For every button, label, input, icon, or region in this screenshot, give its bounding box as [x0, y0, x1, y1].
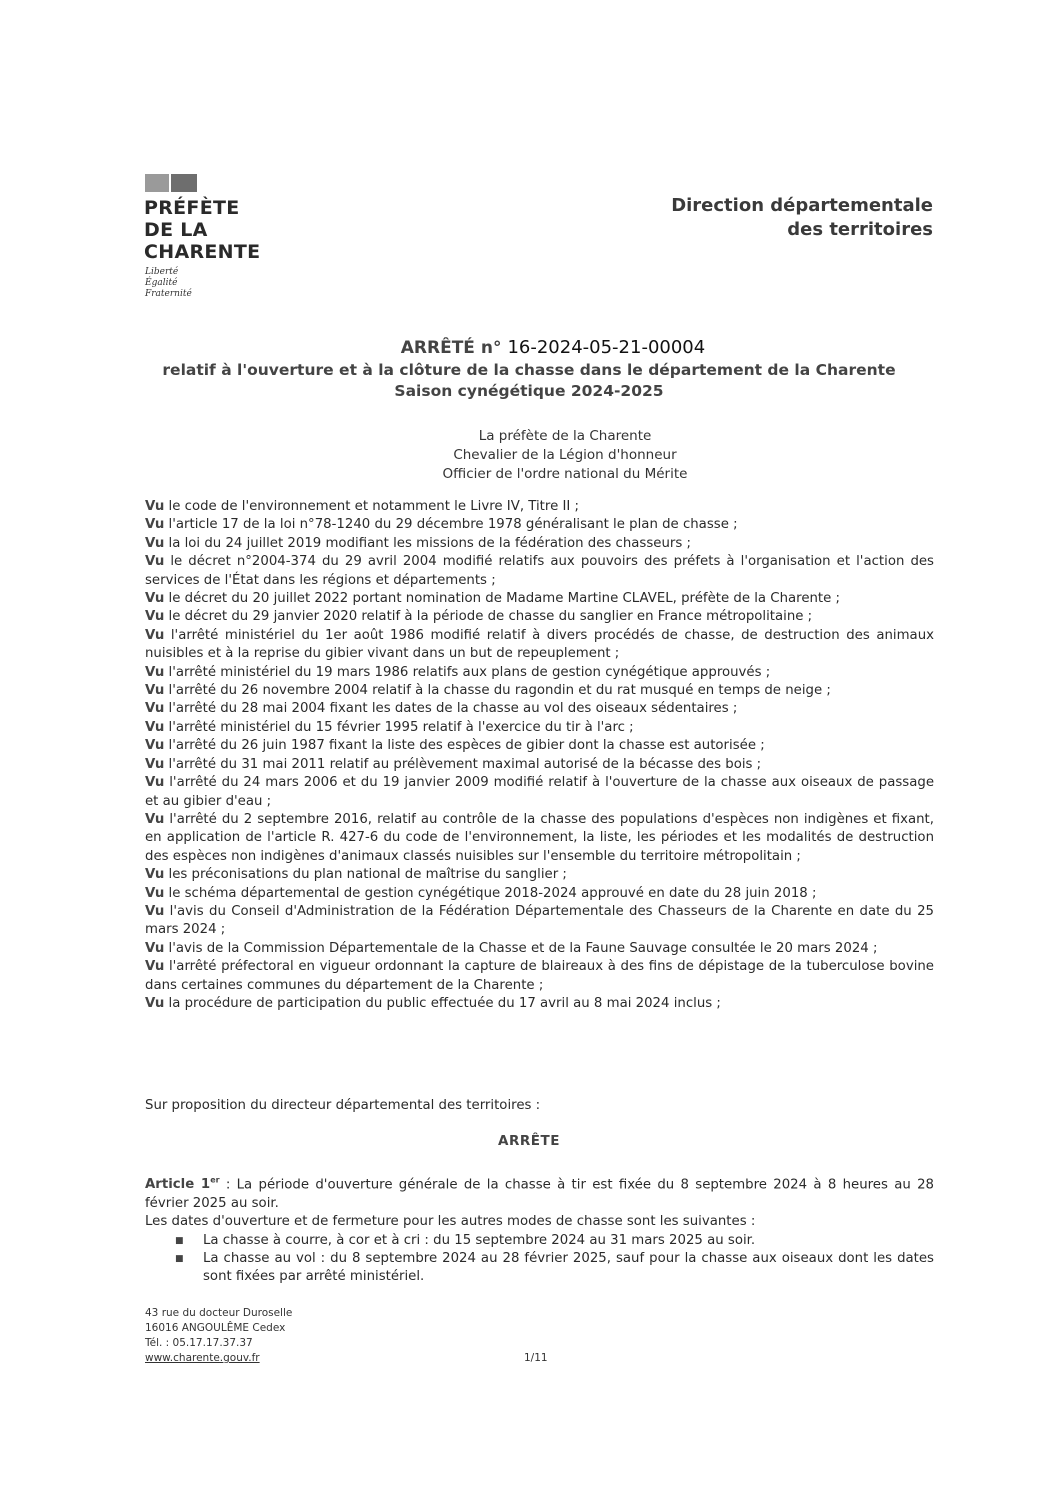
- vu-label: Vu: [145, 683, 165, 699]
- visa-item: Vu les préconisations du plan national de maîtrise du sanglier ;: [145, 867, 567, 883]
- visa-item: Vu l'arrêté du 26 novembre 2004 relatif à la chasse du ragondin et du rat musqué en temps de neige ;: [145, 683, 831, 699]
- signing-authority: [0, 427, 1058, 484]
- vu-label: Vu: [145, 775, 165, 791]
- list-item: ■ La chasse au vol : du 8 septembre 2024 au 28 février 2025, sauf pour la chasse aux oiseaux dont les dates sont fixées par arrêté ministériel.: [175, 1251, 934, 1285]
- vu-label: Vu: [145, 517, 165, 533]
- article-text: : La période d'ouverture générale de la chasse à tir est fixée du 8 septembre 2024 à 8 heures au 28 février 2025 au soir.: [145, 1177, 935, 1211]
- visa-item: Vu l'arrêté ministériel du 19 mars 1986 relatifs aux plans de gestion cynégétique approuvés ;: [145, 664, 771, 680]
- visa-item: Vu l'arrêté préfectoral en vigueur ordonnant la capture de blaireaux à des fins de dépistage de la tuberculose bovine dans certaines communes du département de la Charente ;: [145, 959, 934, 993]
- visa-item: Vu l'arrêté ministériel du 1er août 1986 modifié relatif à divers procédés de chasse, de destruction des animaux nuisibles et à la reprise du gibier vivant dans un but de repeuplement ;: [145, 627, 934, 662]
- authority-line: La préfète de la Charente: [478, 428, 652, 444]
- footer-address-line: 16016 ANGOULÊME Cedex: [145, 1322, 286, 1334]
- article-1: [145, 1172, 934, 1287]
- list-item: ■ La chasse à courre, à cor et à cri : du 15 septembre 2024 au 31 mars 2025 au soir.: [145, 1232, 934, 1250]
- vu-label: Vu: [145, 609, 165, 625]
- vu-label: Vu: [145, 903, 165, 919]
- republic-motto: [145, 267, 192, 300]
- visa-item: Vu la loi du 24 juillet 2019 modifiant les missions de la fédération des chasseurs ;: [145, 535, 691, 551]
- visa-item: Vu le décret n°2004-374 du 29 avril 2004 modifié relatifs aux pouvoirs des préfets à l'organisation et l'action des services de l'État dans les régions et départements ;: [145, 554, 934, 588]
- vu-label: Vu: [145, 591, 165, 607]
- bullet-icon: ■: [175, 1254, 184, 1265]
- motto-line: Égalité: [145, 278, 178, 288]
- visa-item: Vu l'article 17 de la loi n°78-1240 du 29 décembre 1978 généralisant le plan de chasse ;: [145, 517, 738, 533]
- proposition-text: Sur proposition du directeur départemental des territoires :: [145, 1098, 541, 1113]
- vu-label: Vu: [145, 719, 165, 735]
- visa-item: Vu l'arrêté ministériel du 15 février 1995 relatif à l'exercice du tir à l'arc ;: [145, 719, 634, 735]
- visa-item: Vu l'avis de la Commission Départementale de la Chasse et de la Faune Sauvage consultée le 20 mars 2024 ;: [145, 940, 878, 956]
- visa-list: [145, 498, 934, 1013]
- page-number: 1/11: [524, 1352, 548, 1364]
- vu-label: Vu: [145, 811, 165, 827]
- footer-address-line: 43 rue du docteur Duroselle: [145, 1307, 293, 1319]
- vu-label: Vu: [145, 627, 165, 643]
- footer-phone: Tél. : 05.17.17.37.37: [145, 1337, 253, 1349]
- arrete-heading: ARRÊTE: [498, 1133, 560, 1149]
- direction-line: Direction départementale: [671, 195, 933, 216]
- marianne-logo-icon: [145, 174, 197, 192]
- visa-item: Vu le schéma départemental de gestion cynégétique 2018-2024 approuvé en date du 28 juin 2018 ;: [145, 885, 817, 901]
- prefecture-line: DE LA: [144, 219, 208, 241]
- article-label: Article 1er: [145, 1176, 220, 1193]
- issuing-direction: [671, 194, 933, 242]
- decree-number-line: [48, 336, 1058, 360]
- authority-line: Chevalier de la Légion d'honneur: [453, 447, 677, 463]
- hunting-modes-list: [145, 1232, 934, 1287]
- footer-contact: [145, 1306, 292, 1366]
- visa-item: Vu la procédure de participation du public effectuée du 17 avril au 8 mai 2024 inclus ;: [145, 995, 721, 1011]
- visa-item: Vu l'arrêté du 31 mai 2011 relatif au prélèvement maximal autorisé de la bécasse des bois ;: [145, 756, 762, 772]
- motto-line: Fraternité: [145, 289, 192, 299]
- footer-website-link[interactable]: www.charente.gouv.fr: [145, 1352, 260, 1364]
- visa-item: Vu l'avis du Conseil d'Administration de la Fédération Départementale des Chasseurs de la Charente en date du 25 mars 2024 ;: [145, 903, 934, 938]
- vu-label: Vu: [145, 959, 165, 975]
- vu-label: Vu: [145, 535, 165, 551]
- prefecture-name: [144, 197, 260, 263]
- vu-label: Vu: [145, 940, 165, 956]
- visa-item: Vu le décret du 29 janvier 2020 relatif à la période de chasse du sanglier en France métropolitaine ;: [145, 609, 813, 625]
- decree-subject: relatif à l'ouverture et à la clôture de la chasse dans le département de la Charente: [162, 361, 896, 379]
- visa-item: Vu l'arrêté du 28 mai 2004 fixant les dates de la chasse au vol des oiseaux sédentaires ;: [145, 701, 738, 717]
- vu-label: Vu: [145, 995, 165, 1011]
- visa-item: Vu l'arrêté du 2 septembre 2016, relatif au contrôle de la chasse des populations d'espèces non indigènes et fixant, en application de l'article R. 427-6 du code de l'environnement, la liste, les périodes et les modalités de destruction des espèces non indigènes d'animaux classés nuisibles sur l'ensemble du territoire métropolitain ;: [145, 811, 934, 864]
- vu-label: Vu: [145, 738, 165, 754]
- decree-number: 16-2024-05-21-00004: [507, 337, 706, 358]
- vu-label: Vu: [145, 499, 165, 514]
- visa-item: Vu l'arrêté du 24 mars 2006 et du 19 janvier 2009 modifié relatif à l'ouverture de la chasse aux oiseaux de passage et au gibier d'eau ;: [145, 775, 935, 809]
- vu-label: Vu: [145, 554, 165, 570]
- decree-label: ARRÊTÉ n°: [400, 338, 502, 358]
- vu-label: Vu: [145, 867, 165, 883]
- vu-label: Vu: [145, 664, 165, 680]
- prefecture-line: CHARENTE: [144, 241, 261, 263]
- authority-line: Officier de l'ordre national du Mérite: [442, 466, 688, 482]
- direction-line: des territoires: [787, 219, 933, 240]
- bullet-icon: ■: [175, 1235, 184, 1246]
- visa-item: Vu le décret du 20 juillet 2022 portant nomination de Madame Martine CLAVEL, préfète de la Charente ;: [145, 591, 841, 607]
- prefecture-line: PRÉFÈTE: [144, 197, 240, 219]
- visa-item: Vu le code de l'environnement et notamment le Livre IV, Titre II ;: [145, 499, 580, 514]
- decree-title: [0, 336, 1058, 402]
- article-intro: Les dates d'ouverture et de fermeture pour les autres modes de chasse sont les suivantes :: [145, 1214, 756, 1230]
- vu-label: Vu: [145, 701, 165, 717]
- hunting-season: Saison cynégétique 2024-2025: [394, 382, 664, 400]
- vu-label: Vu: [145, 756, 165, 772]
- vu-label: Vu: [145, 885, 165, 901]
- article-1-body: [145, 1172, 934, 1213]
- visa-item: Vu l'arrêté du 26 juin 1987 fixant la liste des espèces de gibier dont la chasse est autorisée ;: [145, 738, 765, 754]
- motto-line: Liberté: [145, 267, 179, 277]
